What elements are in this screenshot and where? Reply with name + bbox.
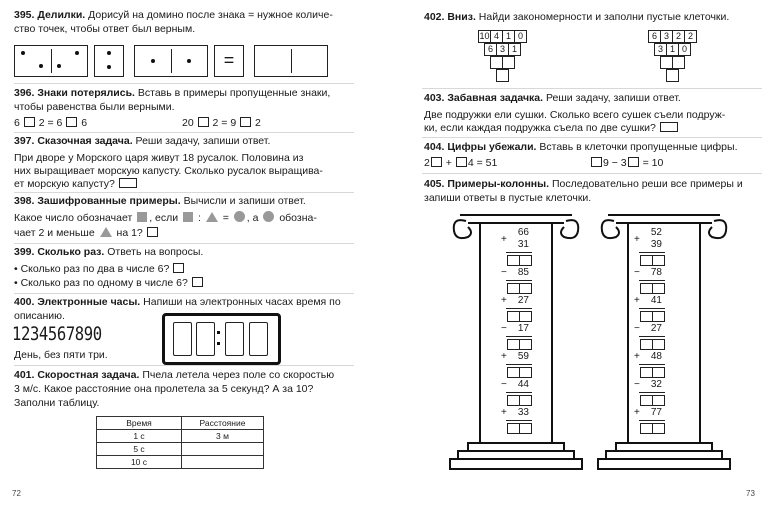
task-400: 400. Электронные часы. Напиши на электронных часах время по: [14, 296, 341, 308]
answer-cell[interactable]: [652, 423, 665, 434]
number: 39: [650, 239, 662, 250]
number: 59: [517, 351, 529, 362]
task-397-line3: них выращивает морскую капусту. Сколько русалок выращива-: [14, 165, 323, 177]
task-404-ex2: 9 − 3 = 10: [590, 156, 663, 171]
answer-cell[interactable]: [652, 367, 665, 378]
answer-box[interactable]: [66, 117, 77, 127]
answer-cell[interactable]: [652, 255, 665, 266]
task-399-q1: • Сколько раз по два в числе 6?: [14, 262, 185, 277]
task-401-line2: 3 м/с. Какое расстояние она пролетела за 5 секунд? А за 10?: [14, 383, 314, 395]
number: 77: [650, 407, 662, 418]
answer-cell[interactable]: [519, 255, 532, 266]
answer-cell[interactable]: [652, 283, 665, 294]
task-396: 396. Знаки потерялись. Вставь в примеры пропущенные знаки,: [14, 87, 331, 99]
speed-table: [96, 416, 264, 469]
digital-digits-sample: 1234567890: [12, 323, 102, 345]
clock-digit[interactable]: [225, 322, 244, 356]
answer-cell[interactable]: [519, 367, 532, 378]
square-icon: [183, 212, 193, 222]
page-number: 73: [746, 489, 755, 498]
answer-cell[interactable]: [519, 395, 532, 406]
number: 41: [650, 295, 662, 306]
answer-box[interactable]: [24, 117, 35, 127]
answer-cell[interactable]: [519, 283, 532, 294]
answer-cell[interactable]: [519, 311, 532, 322]
answer-box[interactable]: [240, 117, 251, 127]
clock-digit[interactable]: [249, 322, 268, 356]
page-number: 72: [12, 489, 21, 498]
number: 27: [517, 295, 529, 306]
answer-box[interactable]: [173, 263, 184, 273]
triangle-icon: [206, 212, 218, 222]
task-398: 398. Зашифрованные примеры. Вычисли и запиши ответ.: [14, 195, 306, 207]
answer-box[interactable]: [456, 157, 467, 167]
answer-cell[interactable]: [673, 57, 685, 69]
task-401-line3: Заполни таблицу.: [14, 397, 100, 409]
task-402: 402. Вниз. Найди закономерности и заполни пустые клеточки.: [424, 11, 730, 23]
answer-cell[interactable]: [519, 423, 532, 434]
task-405: 405. Примеры-колонны. Последовательно реши все примеры и: [424, 178, 743, 190]
task-405-line2: запиши ответы в пустые клеточки.: [424, 192, 592, 204]
clock-digit[interactable]: [196, 322, 215, 356]
number: 31: [517, 239, 529, 250]
answer-cell[interactable]: [519, 339, 532, 350]
task-398-line2: Какое число обозначает , если : = , а обозна-: [14, 212, 317, 224]
sign: +: [501, 234, 507, 245]
task-403-line3: ки, если каждая подружка съела по две сушки?: [424, 121, 679, 136]
circle-icon: [263, 211, 274, 222]
sign: +: [634, 234, 640, 245]
answer-box[interactable]: [591, 157, 602, 167]
square-icon: [137, 212, 147, 222]
number: 48: [650, 351, 662, 362]
answer-cell[interactable]: [652, 395, 665, 406]
task-397-line2: При дворе у Морского царя живут 18 русалок. Половина из: [14, 152, 304, 164]
table-cell: 10 с: [97, 456, 182, 469]
clock-digit[interactable]: [173, 322, 192, 356]
table-header: Расстояние: [182, 417, 264, 430]
table-answer-cell[interactable]: [182, 443, 264, 456]
domino-2: [94, 45, 124, 77]
answer-box[interactable]: [660, 122, 678, 132]
domino-answer[interactable]: [254, 45, 328, 77]
task-403-line2: Две подружки ели сушки. Сколько всего сушек съели подруж-: [424, 109, 726, 121]
circle-icon: [234, 211, 245, 222]
triangle-icon: [100, 227, 112, 237]
task-404: 404. Цифры убежали. Вставь в клеточки пропущенные цифры.: [424, 141, 738, 153]
task-397: 397. Сказочная задача. Реши задачу, запиши ответ.: [14, 135, 271, 147]
equals-sign: =: [214, 45, 244, 77]
task-403: 403. Забавная задачка. Реши задачу, запиши ответ.: [424, 92, 681, 104]
answer-box[interactable]: [431, 157, 442, 167]
table-cell: 1 с: [97, 430, 182, 443]
number: 27: [650, 323, 662, 334]
number: 17: [517, 323, 529, 334]
task-396-ex2: 20 2 = 9 2: [182, 117, 261, 129]
task-404-ex1: 2 + 4 = 51: [424, 157, 498, 169]
task-396-ex1: 6 2 = 6 6: [14, 117, 88, 129]
answer-box[interactable]: [198, 117, 209, 127]
task-400-line2: описанию.: [14, 310, 65, 322]
electronic-clock[interactable]: [162, 313, 281, 365]
number: 52: [650, 227, 662, 238]
task-397-line4: ет морскую капусту?: [14, 177, 138, 192]
right-page: 402. Вниз. Найди закономерности и заполни пустые клеточки. 10 4 1 0 6 3 1 6 3 2 2 3 1 0 403. Забавная задачка. Реши задачу, запиши ответ. Две подружки ели сушки. Сколько всего сушек съели подруж- ки, если каждая подружка съела по две сушки? 404. Цифры убежали. Вставь в клеточки пропущенные цифры. 2 + 4 = 51 9 − 3 = 10 405. Примеры-колонны. Последовательно реши все примеры и запиши ответы в пустые клеточки. + 66 31 − 85 + 27 − 17 + 59 − 44 + 33 + 52 39 − 78 + 41 − 27 + 48 − 32 + 77 73: [386, 0, 772, 508]
answer-cell[interactable]: [497, 70, 509, 82]
answer-cell[interactable]: [652, 339, 665, 350]
number: 32: [650, 379, 662, 390]
task-400-description: День, без пяти три.: [14, 349, 108, 361]
answer-cell[interactable]: [503, 57, 515, 69]
table-answer-cell[interactable]: [182, 456, 264, 469]
task-399: 399. Сколько раз. Ответь на вопросы.: [14, 246, 204, 258]
answer-box[interactable]: [628, 157, 639, 167]
task-395-line2: ство точек, чтобы ответ был верным.: [14, 23, 196, 35]
task-401: 401. Скоростная задача. Пчела летела через поле со скоростью: [14, 369, 335, 381]
task-396-line2: чтобы равенства были верными.: [14, 101, 175, 113]
number: 85: [517, 267, 529, 278]
answer-cell[interactable]: [652, 311, 665, 322]
domino-3: [134, 45, 208, 77]
table-cell: 3 м: [182, 430, 264, 443]
task-398-line3: чает 2 и меньше на 1?: [14, 226, 159, 241]
task-395: 395. Делилки. Дорисуй на домино после знака = нужное количе-: [14, 9, 333, 21]
number: 44: [517, 379, 529, 390]
domino-1: [14, 45, 88, 77]
answer-cell[interactable]: [491, 57, 503, 69]
answer-box[interactable]: [119, 178, 137, 188]
table-header: Время: [97, 417, 182, 430]
number: 33: [517, 407, 529, 418]
answer-box[interactable]: [147, 227, 158, 237]
number: 66: [517, 227, 529, 238]
answer-cell[interactable]: [667, 70, 679, 82]
answer-box[interactable]: [192, 277, 203, 287]
answer-cell[interactable]: [661, 57, 673, 69]
number: 78: [650, 267, 662, 278]
table-cell: 5 с: [97, 443, 182, 456]
task-399-q2: • Сколько раз по одному в числе 6?: [14, 276, 204, 291]
